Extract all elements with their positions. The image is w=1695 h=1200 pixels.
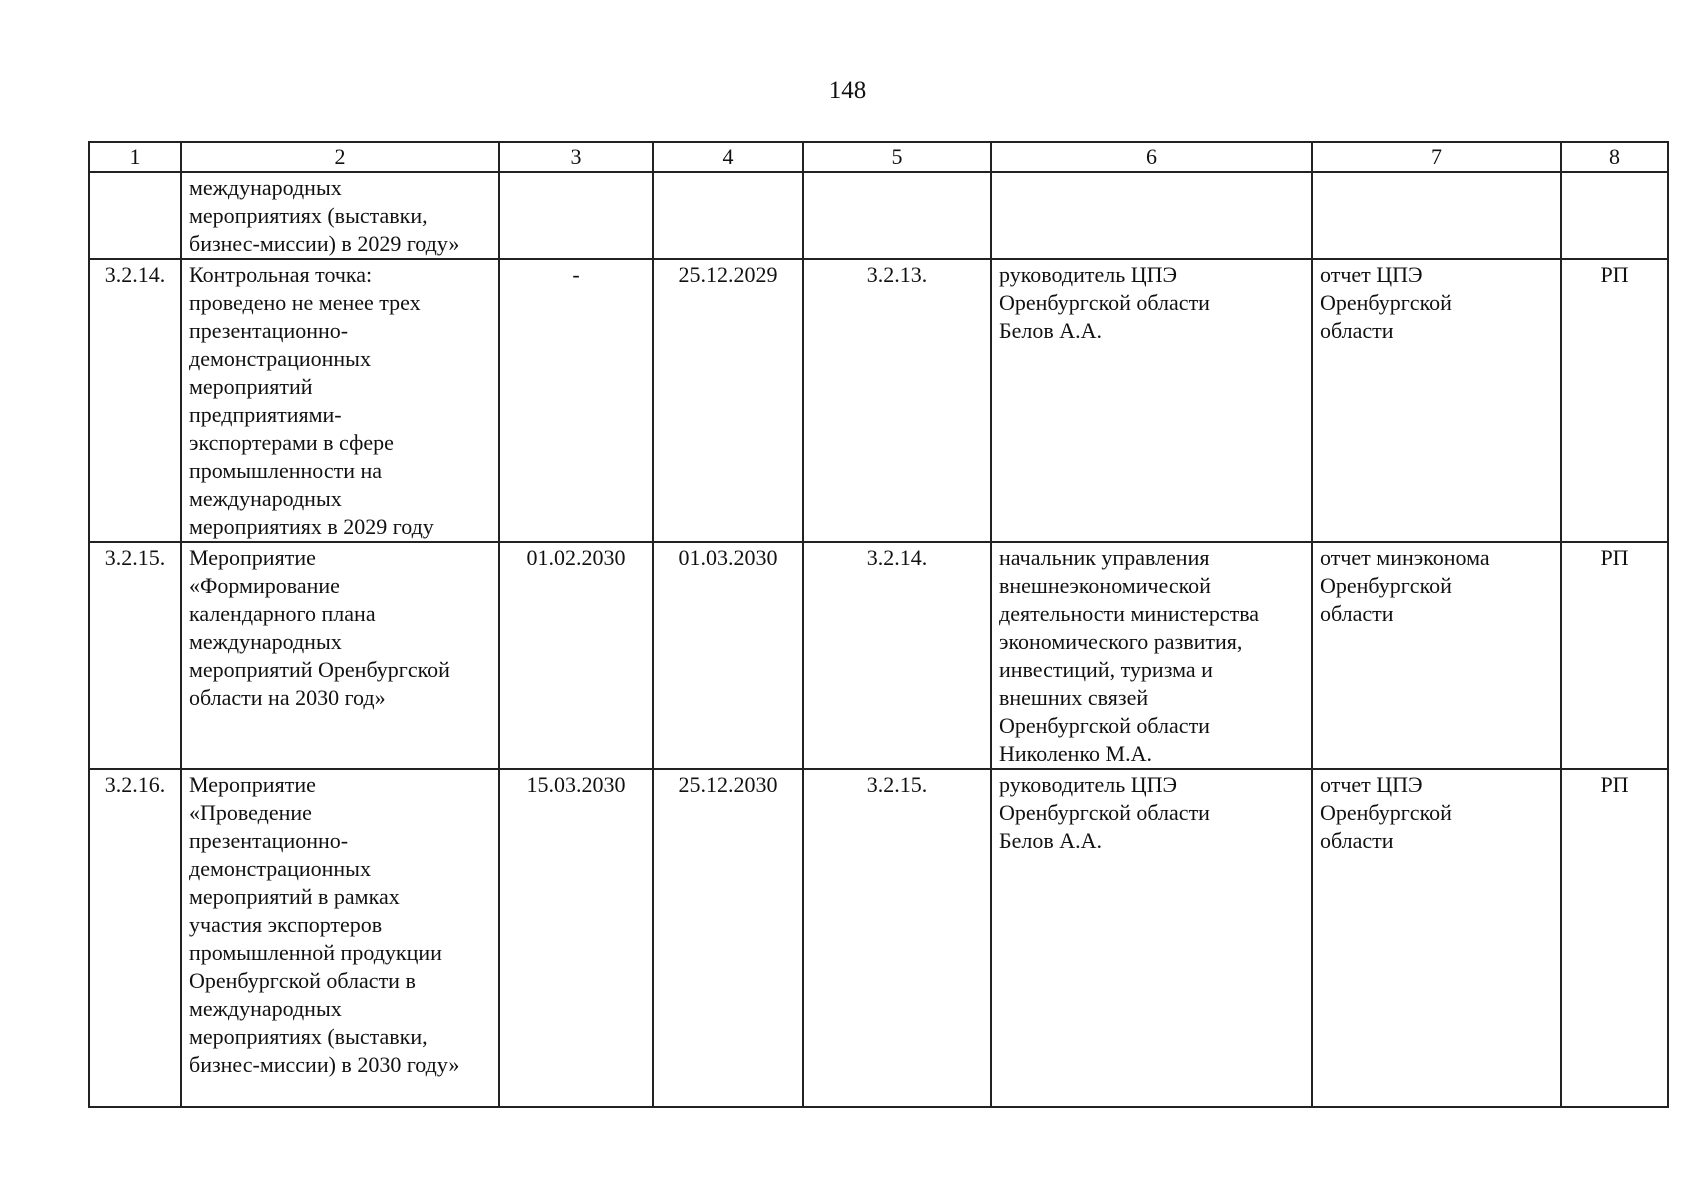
responsible-person	[991, 172, 1312, 259]
result-document	[1312, 172, 1561, 259]
table-row	[89, 172, 1668, 259]
column-header-1: 1	[89, 142, 181, 172]
column-header-2: 2	[181, 142, 499, 172]
table-row	[89, 542, 1668, 769]
result-document: отчет ЦПЭ Оренбургской области	[1312, 769, 1561, 1107]
start-date: -	[499, 259, 653, 542]
item-name: Мероприятие «Проведение презентационно- демонстрационных мероприятий в рамках участия экспортеров промышленной продукции Оренбургской области в международных мероприятиях (выставки, бизнес-миссии) в 2030 году»	[181, 769, 499, 1107]
start-date	[499, 172, 653, 259]
column-header-8: 8	[1561, 142, 1668, 172]
start-date: 01.02.2030	[499, 542, 653, 769]
item-number: 3.2.16.	[89, 769, 181, 1107]
column-number-row	[89, 142, 1668, 172]
column-header-7: 7	[1312, 142, 1561, 172]
column-header-5: 5	[803, 142, 991, 172]
table-row	[89, 769, 1668, 1107]
item-number: 3.2.14.	[89, 259, 181, 542]
responsible-person: руководитель ЦПЭ Оренбургской области Белов А.А.	[991, 769, 1312, 1107]
plan-table	[88, 141, 1669, 1108]
control-level: РП	[1561, 769, 1668, 1107]
item-name: Мероприятие «Формирование календарного плана международных мероприятий Оренбургской области на 2030 год»	[181, 542, 499, 769]
end-date	[653, 172, 803, 259]
control-level	[1561, 172, 1668, 259]
result-document: отчет ЦПЭ Оренбургской области	[1312, 259, 1561, 542]
column-header-4: 4	[653, 142, 803, 172]
item-name: международных мероприятиях (выставки, бизнес-миссии) в 2029 году»	[181, 172, 499, 259]
end-date: 25.12.2029	[653, 259, 803, 542]
control-level: РП	[1561, 542, 1668, 769]
page-number: 148	[828, 77, 867, 104]
control-level: РП	[1561, 259, 1668, 542]
predecessor: 3.2.13.	[803, 259, 991, 542]
item-number: 3.2.15.	[89, 542, 181, 769]
start-date: 15.03.2030	[499, 769, 653, 1107]
item-number	[89, 172, 181, 259]
predecessor: 3.2.14.	[803, 542, 991, 769]
responsible-person: руководитель ЦПЭ Оренбургской области Белов А.А.	[991, 259, 1312, 542]
table-row	[89, 259, 1668, 542]
item-name: Контрольная точка: проведено не менее трех презентационно- демонстрационных мероприятий предприятиями- экспортерами в сфере промышленности на международных мероприятиях в 2029 году	[181, 259, 499, 542]
predecessor	[803, 172, 991, 259]
end-date: 01.03.2030	[653, 542, 803, 769]
end-date: 25.12.2030	[653, 769, 803, 1107]
responsible-person: начальник управления внешнеэкономической деятельности министерства экономического развития, инвестиций, туризма и внешних связей Оренбургской области Николенко М.А.	[991, 542, 1312, 769]
result-document: отчет минэконома Оренбургской области	[1312, 542, 1561, 769]
column-header-3: 3	[499, 142, 653, 172]
predecessor: 3.2.15.	[803, 769, 991, 1107]
column-header-6: 6	[991, 142, 1312, 172]
